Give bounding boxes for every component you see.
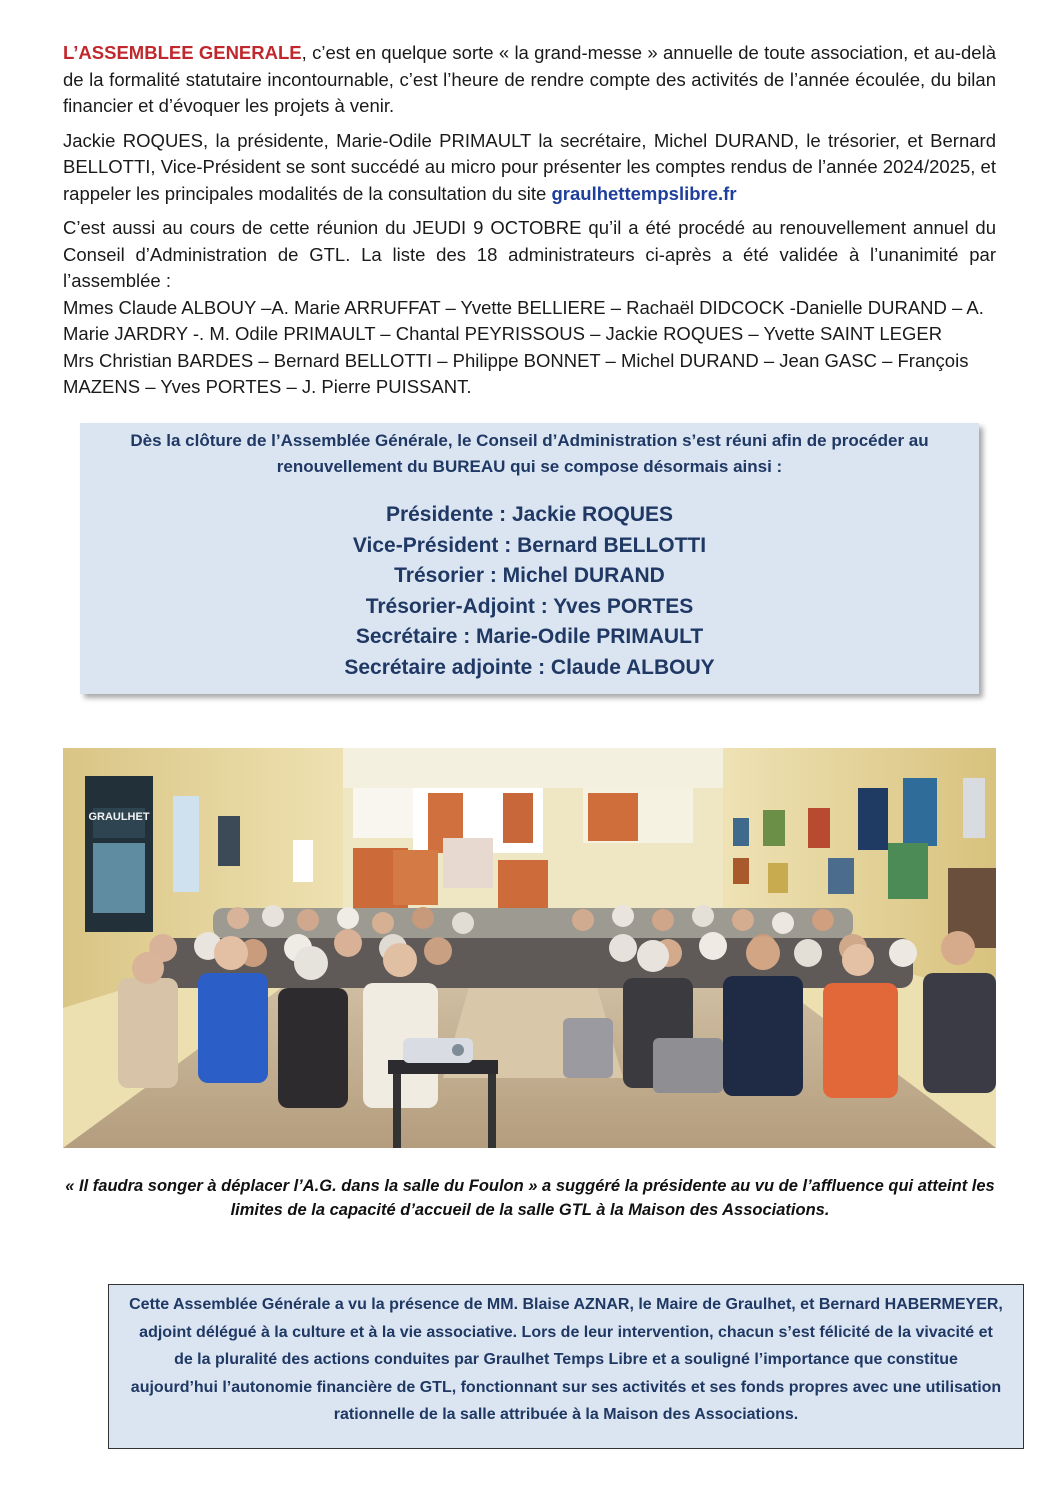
- graulhet-poster-text: GRAULHET: [88, 811, 150, 823]
- role-assistant-secretary: Secrétaire adjointe : Claude ALBOUY: [344, 655, 715, 679]
- role-treasurer: Trésorier : Michel DURAND: [394, 564, 665, 587]
- photo-caption: « Il faudra songer à déplacer l’A.G. dans la salle du Foulon » a suggéré la présidente au vu de l’affluence qui atteint les limites de la capacité d’accueil de la salle GTL à la Maison des Associations.: [65, 1177, 995, 1219]
- bureau-roles: [80, 500, 979, 683]
- officers-paragraph: [63, 128, 996, 208]
- women-administrators: Mmes Claude ALBOUY –A. Marie ARRUFFAT – Yvette BELLIERE – Rachaël DIDCOCK -Danielle DURAND – A. Marie JARDRY -. M. Odile PRIMAULT – Chantal PEYRISSOUS – Jackie ROQUES – Yvette SAINT LEGER: [63, 296, 984, 344]
- men-administrators: Mrs Christian BARDES – Bernard BELLOTTI – Philippe BONNET – Michel DURAND – Jean GASC – François MAZENS – Yves PORTES – J. Pierre PUISSANT.: [63, 349, 969, 397]
- article-body: [63, 40, 996, 401]
- role-assistant-treasurer: Trésorier-Adjoint : Yves PORTES: [365, 594, 694, 618]
- role-secretary: Secrétaire : Marie-Odile PRIMAULT: [355, 625, 704, 648]
- website-link[interactable]: graulhettempslibre.fr: [551, 182, 737, 204]
- assembly-photo-illustration: [63, 748, 996, 1148]
- bureau-box: [80, 423, 979, 694]
- board-paragraph: C’est aussi au cours de cette réunion du JEUDI 9 OCTOBRE qu’il a été procédé au renouvellement annuel du Conseil d’Administration de GTL. La liste des 18 administrateurs ci-après a été validée à l’unanimité par l’assemblée :: [63, 217, 996, 291]
- guests-box: Cette Assemblée Générale a vu la présence de MM. Blaise AZNAR, le Maire de Graulhet, et Bernard HABERMEYER, adjoint délégué à la culture et à la vie associative. Lors de leur intervention, chacun s’est félicité de la vivacité et de la pluralité des actions conduites par Graulhet Temps Libre et a souligné l’importance que constitue aujourd’hui l’autonomie financière de GTL, fonctionnant sur ses activités et ses fonds propres avec une utilisation rationnelle de la salle attribuée à la Maison des Associations.: [108, 1284, 1024, 1449]
- role-president: Présidente : Jackie ROQUES: [385, 503, 674, 526]
- officers-text: Jackie ROQUES, la présidente, Marie-Odile PRIMAULT la secrétaire, Michel DURAND, le trésorier, et Bernard BELLOTTI, Vice-Président se sont succédé au micro pour présenter les comptes rendus de l’année 2024/2025, et rappeler les principales modalités de la consultation du site: [63, 129, 996, 204]
- intro-paragraph: [63, 40, 996, 120]
- bureau-intro: Dès la clôture de l’Assemblée Générale, le Conseil d’Administration s’est réuni afin de procéder au renouvellement du BUREAU qui se compose désormais ainsi :: [130, 431, 929, 476]
- assembly-photo: [63, 748, 996, 1148]
- intro-text: , c’est en quelque sorte « la grand-messe » annuelle de toute association, et au-delà de la formalité statutaire incontournable, c’est l’heure de rendre compte des activités de l’année écoulée, du bilan financier et d’évoquer les projets à venir.: [63, 42, 996, 116]
- article-title: L’ASSEMBLEE GENERALE: [63, 42, 302, 63]
- role-vice-president: Vice-Président : Bernard BELLOTTI: [352, 533, 707, 557]
